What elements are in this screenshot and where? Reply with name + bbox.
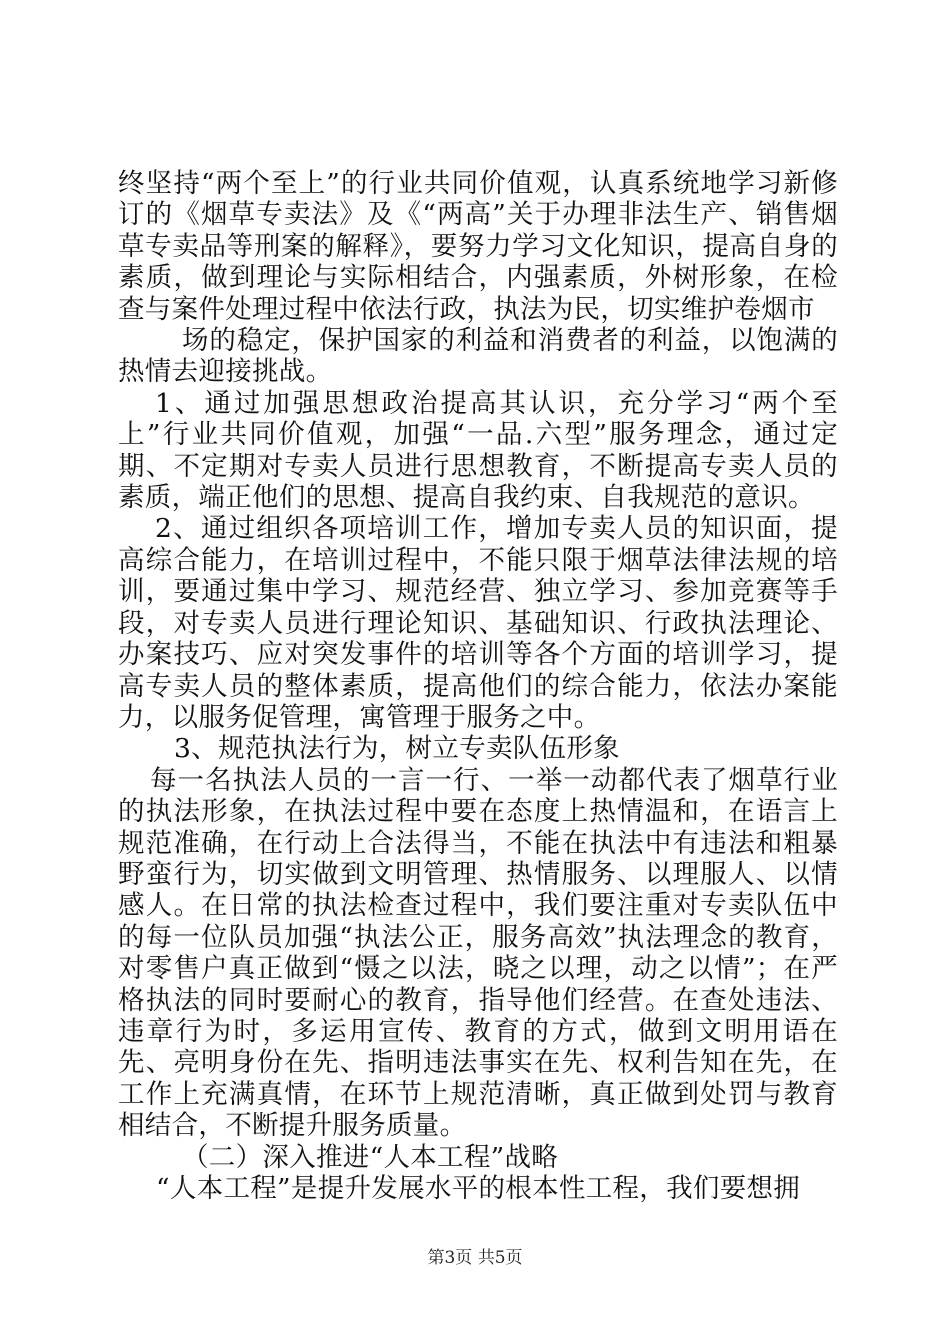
section-heading-people-project: （二）深入推进“人本工程”战略 (182, 1141, 559, 1173)
paragraph-enforcement-image: 每一名执法人员的一言一行、一举一动都代表了烟草行业的执法形象，在执法过程中要在态度上热情温和，在语言上规范准确，在行动上合法得当，不能在执法中有违法和粗暴野蛮行为，切实做到文明管理、热情服务、以理服人、以情感人。在日常的执法检查过程中，我们要注重对专卖队伍中的每一位队员加强“执法公正，服务高效”执法理念的教育，对零售户真正做到“慑之以法，晓之以理，动之以情”；在严格执法的同时要耐心的教育，指导他们经营。在查处违法、违章行为时，多运用宣传、教育的方式，做到文明用语在先、亮明身份在先、指明违法事实在先、权利告知在先，在工作上充满真情，在环节上规范清晰，真正做到处罚与教育相结合，不断提升服务质量。 (118, 764, 838, 1142)
paragraph-item-2: 2、通过组织各项培训工作，增加专卖人员的知识面，提高综合能力，在培训过程中，不能只限于烟草法律法规的培训，要通过集中学习、规范经营、独立学习、参加竞赛等手段，对专卖人员进行理论知识、基础知识、行政执法理论、办案技巧、应对突发事件的培训等各个方面的培训学习，提高专卖人员的整体素质，提高他们的综合能力，依法办案能力，以服务促管理，寓管理于服务之中。 (118, 513, 838, 733)
paragraph-people-project: “人本工程”是提升发展水平的根本性工程，我们要想拥 (156, 1173, 801, 1204)
page-number-footer: 第3页 共5页 (427, 1248, 523, 1268)
paragraph-market-stability: 场的稳定，保护国家的利益和消费者的利益，以饱满的热情去迎接挑战。 (118, 325, 838, 388)
paragraph-continuation: 终坚持“两个至上”的行业共同价值观，认真系统地学习新修订的《烟草专卖法》及《“两高”关于办理非法生产、销售烟草专卖品等刑案的解释》，要努力学习文化知识，提高自身的素质，做到理论与实际相结合，内强素质，外树形象，在检查与案件处理过程中依法行政，执法为民，切实维护卷烟市 (118, 168, 838, 325)
document-body (118, 168, 838, 1204)
paragraph-item-3-heading: 3、规范执法行为，树立专卖队伍形象 (174, 733, 620, 765)
paragraph-item-1: 1、通过加强思想政治提高其认识，充分学习“两个至上”行业共同价值观，加强“一品.六型”服务理念，通过定期、不定期对专卖人员进行思想教育，不断提高专卖人员的素质，端正他们的思想、提高自我约束、自我规范的意识。 (118, 387, 838, 514)
